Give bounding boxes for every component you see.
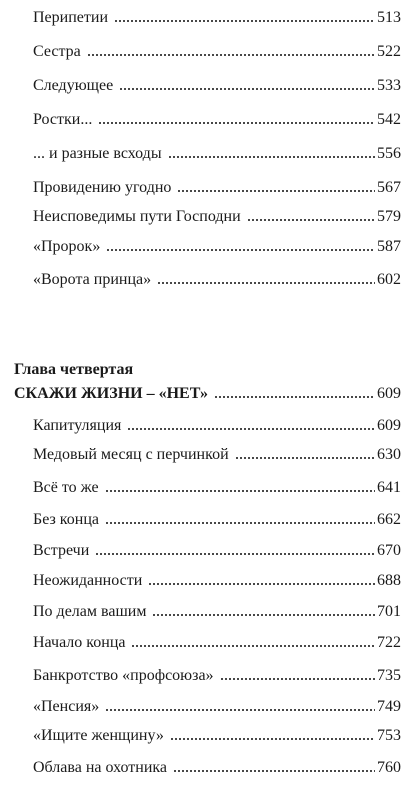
dot-leader: [114, 18, 375, 24]
toc-entry[interactable]: [33, 567, 401, 591]
toc-entry-title: Медовый месяц с перчинкой: [33, 446, 229, 463]
toc-entry-title: Банкротство «профсоюза»: [33, 667, 214, 684]
dot-leader: [148, 581, 375, 587]
dot-leader: [105, 707, 375, 713]
toc-entry[interactable]: [33, 412, 401, 436]
toc-entry-page: 556: [377, 145, 401, 162]
toc-entry[interactable]: [33, 474, 401, 498]
chapter-title: СКАЖИ ЖИЗНИ – «НЕТ»: [14, 385, 208, 402]
toc-entry[interactable]: [33, 4, 401, 28]
toc-entry[interactable]: [33, 662, 401, 686]
toc-entry[interactable]: [33, 754, 401, 778]
toc-entry-page: 542: [377, 111, 401, 128]
toc-entry-title: Провидению угодно: [33, 179, 172, 196]
toc-entry-page: 533: [377, 77, 401, 94]
dot-leader: [105, 488, 375, 494]
toc-entry-title: Следующее: [33, 77, 114, 94]
toc-entry-page: 513: [377, 9, 401, 26]
toc-entry-page: 701: [377, 603, 401, 620]
dot-leader: [95, 551, 375, 557]
toc-entry[interactable]: [33, 722, 401, 746]
toc-entry-title: Ростки...: [33, 111, 93, 128]
toc-entry-page: 602: [377, 271, 401, 288]
dot-leader: [220, 676, 375, 682]
toc-entry-page: 760: [377, 759, 401, 776]
dot-leader: [87, 52, 375, 58]
toc-entry-page: 587: [377, 238, 401, 255]
toc-entry[interactable]: [33, 140, 401, 164]
toc-entry-page: 753: [377, 727, 401, 744]
toc-entry[interactable]: [33, 203, 401, 227]
dot-leader: [98, 120, 375, 126]
toc-entry[interactable]: [33, 72, 401, 96]
dot-leader: [170, 736, 375, 742]
toc-entry-title: Начало конца: [33, 634, 126, 651]
toc-entry-page: 522: [377, 43, 401, 60]
toc-entry-page: 662: [377, 511, 401, 528]
dot-leader: [173, 768, 375, 774]
toc-entry-title: «Пенсия»: [33, 698, 100, 715]
toc-entry-title: Неожиданности: [33, 572, 143, 589]
chapter-page: 609: [377, 385, 401, 402]
dot-leader: [152, 612, 375, 618]
dot-leader: [177, 188, 375, 194]
toc-entry-title: Без конца: [33, 511, 99, 528]
toc-entry-page: 630: [377, 446, 401, 463]
dot-leader: [127, 426, 375, 432]
dot-leader: [157, 280, 375, 286]
toc-entry[interactable]: [33, 598, 401, 622]
dot-leader: [105, 520, 375, 526]
toc-entry-page: 567: [377, 179, 401, 196]
toc-entry[interactable]: [33, 233, 401, 257]
dot-leader: [214, 394, 375, 400]
toc-entry-title: «Пророк»: [33, 238, 101, 255]
dot-leader: [168, 154, 375, 160]
toc-entry-title: Облава на охотника: [33, 759, 168, 776]
toc-entry[interactable]: [33, 174, 401, 198]
toc-entry-page: 579: [377, 208, 401, 225]
toc-entry[interactable]: [33, 266, 401, 290]
toc-entry[interactable]: [33, 693, 401, 717]
toc-entry-title: «Ищите женщину»: [33, 727, 164, 744]
toc-entry[interactable]: [33, 441, 401, 465]
toc-entry-title: Капитуляция: [33, 417, 122, 434]
toc-entry[interactable]: [33, 38, 401, 62]
toc-entry-page: 609: [377, 417, 401, 434]
toc-entry-page: 688: [377, 572, 401, 589]
chapter-label: Глава четвертая: [14, 361, 134, 378]
chapter-title-entry[interactable]: [14, 380, 401, 404]
toc-entry[interactable]: [33, 629, 401, 653]
dot-leader: [131, 643, 375, 649]
dot-leader: [106, 247, 375, 253]
toc-entry-title: Встречи: [33, 542, 90, 559]
toc-entry-title: ... и разные всходы: [33, 145, 162, 162]
dot-leader: [119, 86, 375, 92]
toc-entry-title: Сестра: [33, 43, 81, 60]
dot-leader: [247, 217, 375, 223]
toc-entry[interactable]: [33, 106, 401, 130]
dot-leader: [235, 455, 375, 461]
toc-entry-title: Перипетии: [33, 9, 108, 26]
toc-entry-page: 749: [377, 698, 401, 715]
toc-entry-page: 735: [377, 667, 401, 684]
toc-entry-page: 641: [377, 479, 401, 496]
toc-entry-title: «Ворота принца»: [33, 271, 152, 288]
toc-entry[interactable]: [33, 537, 401, 561]
toc-entry-page: 722: [377, 634, 401, 651]
toc-entry-title: Всё то же: [33, 479, 99, 496]
toc-entry-title: По делам вашим: [33, 603, 147, 620]
toc-entry-page: 670: [377, 542, 401, 559]
toc-entry-title: Неисповедимы пути Господни: [33, 208, 241, 225]
toc-entry[interactable]: [33, 506, 401, 530]
